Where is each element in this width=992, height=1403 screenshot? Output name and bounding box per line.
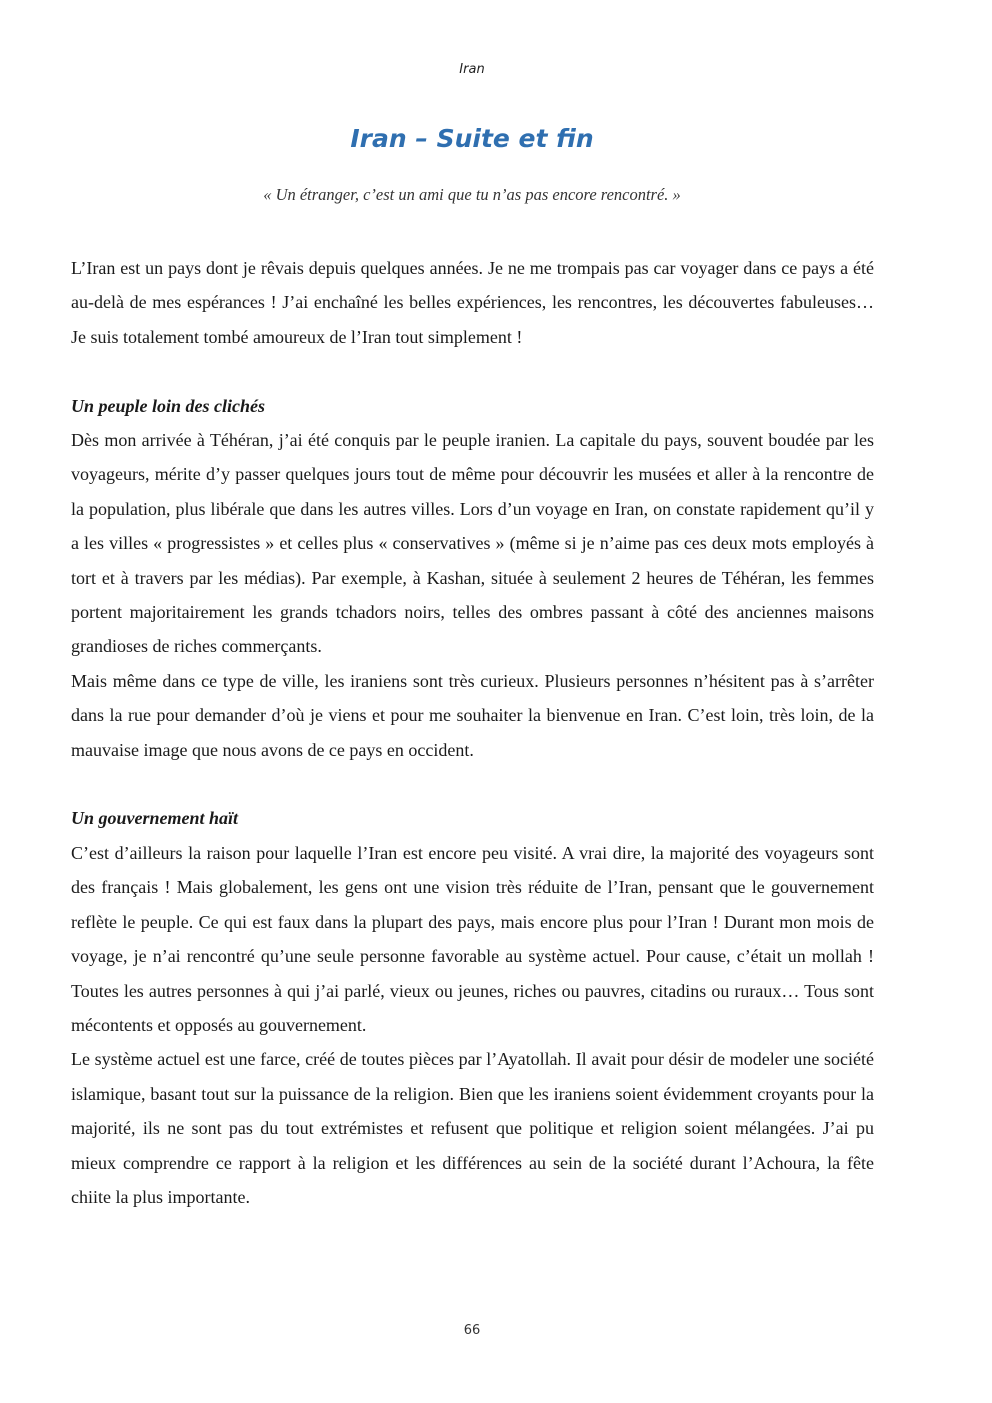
body-paragraph: Mais même dans ce type de ville, les iraniens sont très curieux. Plusieurs personnes n’hésitent pas à s’arrêter dans la rue pour demander d’où je viens et pour me souhaiter la bienvenue en Iran. C’est loin, très loin, de la mauvaise image que nous avons de ce pays en occident. <box>71 670 874 760</box>
section-heading: Un gouvernement haït <box>71 808 239 829</box>
page-title: Iran – Suite et fin <box>350 124 594 153</box>
intro-paragraph: L’Iran est un pays dont je rêvais depuis quelques années. Je ne me trompais pas car voyager dans ce pays a été au-delà de mes espérances ! J’ai enchaîné les belles expériences, les rencontres, les découvertes fabuleuses… Je suis totalement tombé amoureux de l’Iran tout simplement ! <box>71 258 874 347</box>
body-paragraph: Dès mon arrivée à Téhéran, j’ai été conquis par le peuple iranien. La capitale du pays, souvent boudée par les voyageurs, mérite d’y passer quelques jours tout de même pour découvrir les musées et aller à la rencontre de la population, plus libérale que dans les autres villes. Lors d’un voyage en Iran, on constate rapidement qu’il y a les villes « progressistes » et celles plus « conservatives » (même si je n’aime pas ces deux mots employés à tort et à travers par les médias). Par exemple, à Kashan, située à seulement 2 heures de Téhéran, les femmes portent majoritairement les grands tchadors noirs, telles des ombres passant à côté des anciennes maisons grandioses de riches commerçants. <box>71 430 874 657</box>
section-heading: Un peuple loin des clichés <box>71 395 265 416</box>
page-number: 66 <box>463 1323 481 1338</box>
body-paragraph: C’est d’ailleurs la raison pour laquelle l’Iran est encore peu visité. A vrai dire, la majorité des voyageurs sont des français ! Mais globalement, les gens ont une vision très réduite de l’Iran, pensant que le gouvernement reflète le peuple. Ce qui est faux dans la plupart des pays, mais encore plus pour l’Iran ! Durant mon mois de voyage, je n’ai rencontré qu’une seule personne favorable au système actuel. Pour cause, c’était un mollah ! Toutes les autres personnes à qui j’ai parlé, vieux ou jeunes, riches ou pauvres, citadins ou ruraux… Tous sont mécontents et opposés au gouvernement. <box>71 842 874 1035</box>
section-spacer <box>71 354 874 388</box>
epigraph-quote: « Un étranger, c’est un ami que tu n’as pas encore rencontré. » <box>263 185 681 204</box>
running-header: Iran <box>459 62 485 77</box>
section-spacer <box>71 767 874 801</box>
article-body <box>71 251 874 1214</box>
body-paragraph: Le système actuel est une farce, créé de toutes pièces par l’Ayatollah. Il avait pour désir de modeler une société islamique, basant tout sur la puissance de la religion. Bien que les iraniens soient évidemment croyants pour la majorité, ils ne sont pas du tout extrémistes et refusent que politique et religion soient mélangées. J’ai pu mieux comprendre ce rapport à la religion et les différences au sein de la société durant l’Achoura, la fête chiite la plus importante. <box>71 1049 874 1207</box>
